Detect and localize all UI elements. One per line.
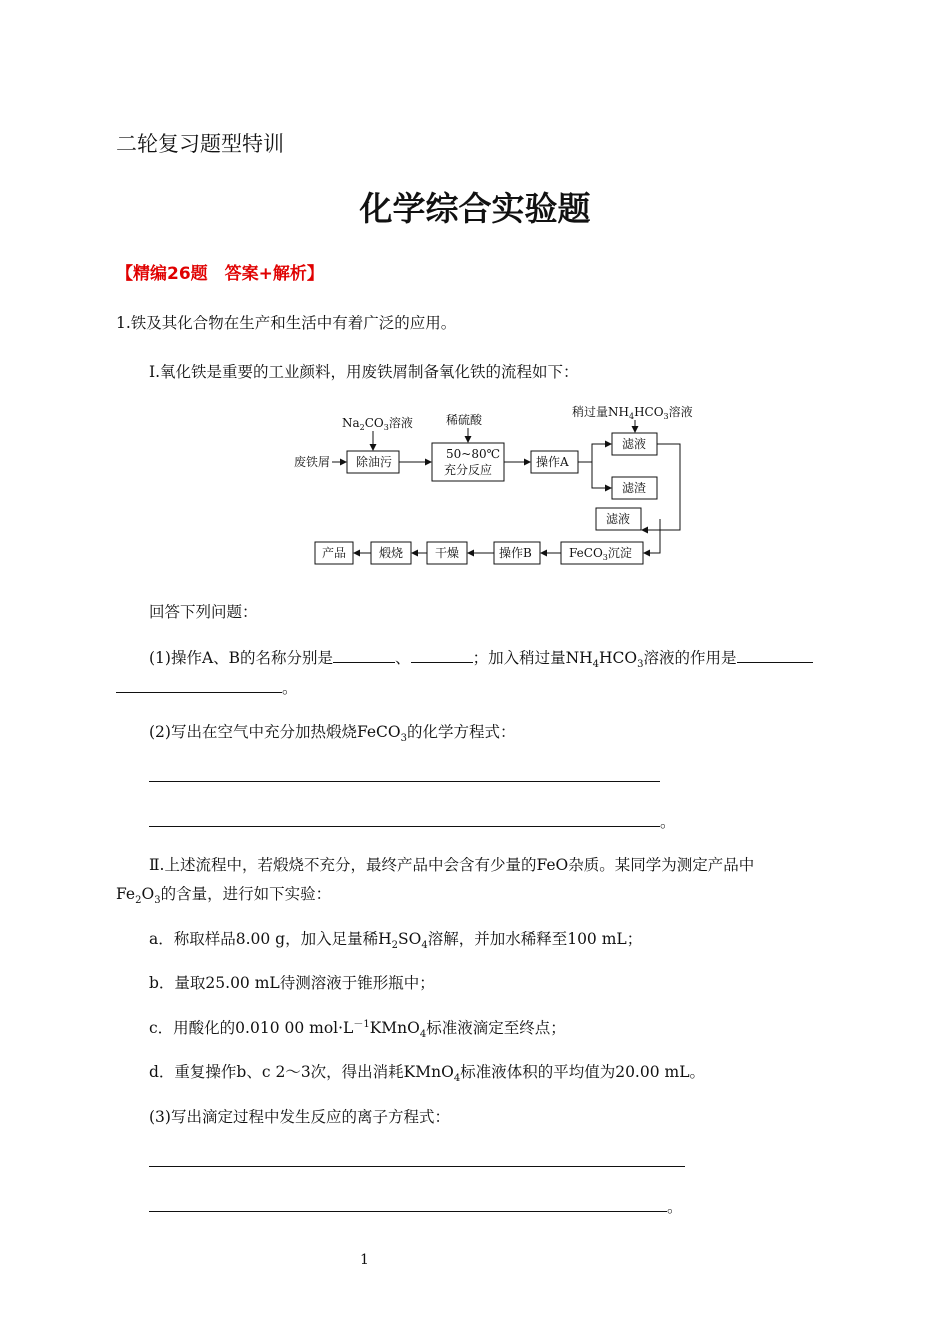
label-nh4hco3: 稍过量$NH_4HCO_3$溶液: [572, 405, 693, 421]
label-na2co3: $Na_2CO_3$溶液: [342, 416, 413, 432]
blank-op-a[interactable]: [333, 648, 395, 663]
part2-line1: Ⅱ.上述流程中，若煅烧不充分，最终产品中会含有少量的FeO杂质。某同学为测定产品中: [149, 856, 755, 874]
process-flowchart: [280, 398, 700, 573]
label-operation-b: 操作B: [499, 546, 532, 560]
subquestion-2: (2)写出在空气中充分加热煅烧FeCO$_3$的化学方程式：: [149, 723, 516, 745]
label-operation-a: 操作A: [536, 455, 569, 469]
label-calcine: 煅烧: [379, 546, 404, 560]
end-mark-3: 。: [667, 1198, 683, 1216]
blank-purpose[interactable]: [737, 648, 813, 663]
end-mark-2: 。: [660, 813, 676, 831]
subtitle: 二轮复习题型特训: [116, 132, 284, 156]
label-product: 产品: [322, 546, 347, 560]
answer-line-2b[interactable]: [149, 826, 660, 827]
answer-line-3a[interactable]: [149, 1166, 685, 1167]
subquestion-1: (1)操作A、B的名称分别是 、 ；加入稍过量$NH_4HCO_3$溶液的作用是: [149, 648, 813, 668]
answer-line-2a[interactable]: [149, 781, 660, 782]
question-intro: 1.铁及其化合物在生产和生活中有着广泛的应用。: [116, 314, 457, 332]
answer-tag: 【精编26题 答案+解析】: [116, 264, 324, 284]
label-react: 充分反应: [444, 463, 493, 477]
label-dilute-acid: 稀硫酸: [446, 413, 483, 427]
blank-op-b[interactable]: [411, 648, 473, 663]
label-filtrate: 滤液: [622, 437, 647, 451]
label-waste-iron: 废铁屑: [294, 455, 331, 469]
page-number: 1: [360, 1252, 369, 1268]
answer-line-3b[interactable]: [149, 1211, 667, 1212]
page-title: 化学综合实验题: [359, 189, 591, 228]
part2-line2: $Fe_2O_3$的含量，进行如下实验：: [116, 885, 332, 907]
step-c: c．用酸化的0.010 00 $mol\cdot L^{-1}KMnO_4$标准液滴定至终点；: [149, 1018, 566, 1041]
label-temp: 50~80℃: [446, 447, 501, 461]
label-dry: 干燥: [435, 546, 460, 560]
label-feco3: FeCO$_3$沉淀: [569, 546, 632, 562]
step-d: d．重复操作b、c 2～3次，得出消耗KMnO$_4$标准液体积的平均值为20.00 mL。: [149, 1063, 705, 1085]
blank-purpose-cont[interactable]: [116, 678, 282, 693]
part1-heading: Ⅰ.氧化铁是重要的工业颜料，用废铁屑制备氧化铁的流程如下：: [149, 363, 579, 381]
subquestion-3: (3)写出滴定过程中发生反应的离子方程式：: [149, 1108, 450, 1126]
subquestion-1-cont: 。: [116, 678, 298, 698]
label-degrease: 除油污: [356, 455, 393, 469]
answer-prompt: 回答下列问题：: [149, 603, 258, 621]
label-filtrate2: 滤液: [606, 512, 631, 526]
label-residue: 滤渣: [622, 481, 647, 495]
step-a: a．称取样品8.00 g，加入足量稀$H_2SO_4$溶解，并加水稀释至100 mL；: [149, 930, 643, 952]
step-b: b．量取25.00 mL待测溶液于锥形瓶中；: [149, 974, 435, 992]
